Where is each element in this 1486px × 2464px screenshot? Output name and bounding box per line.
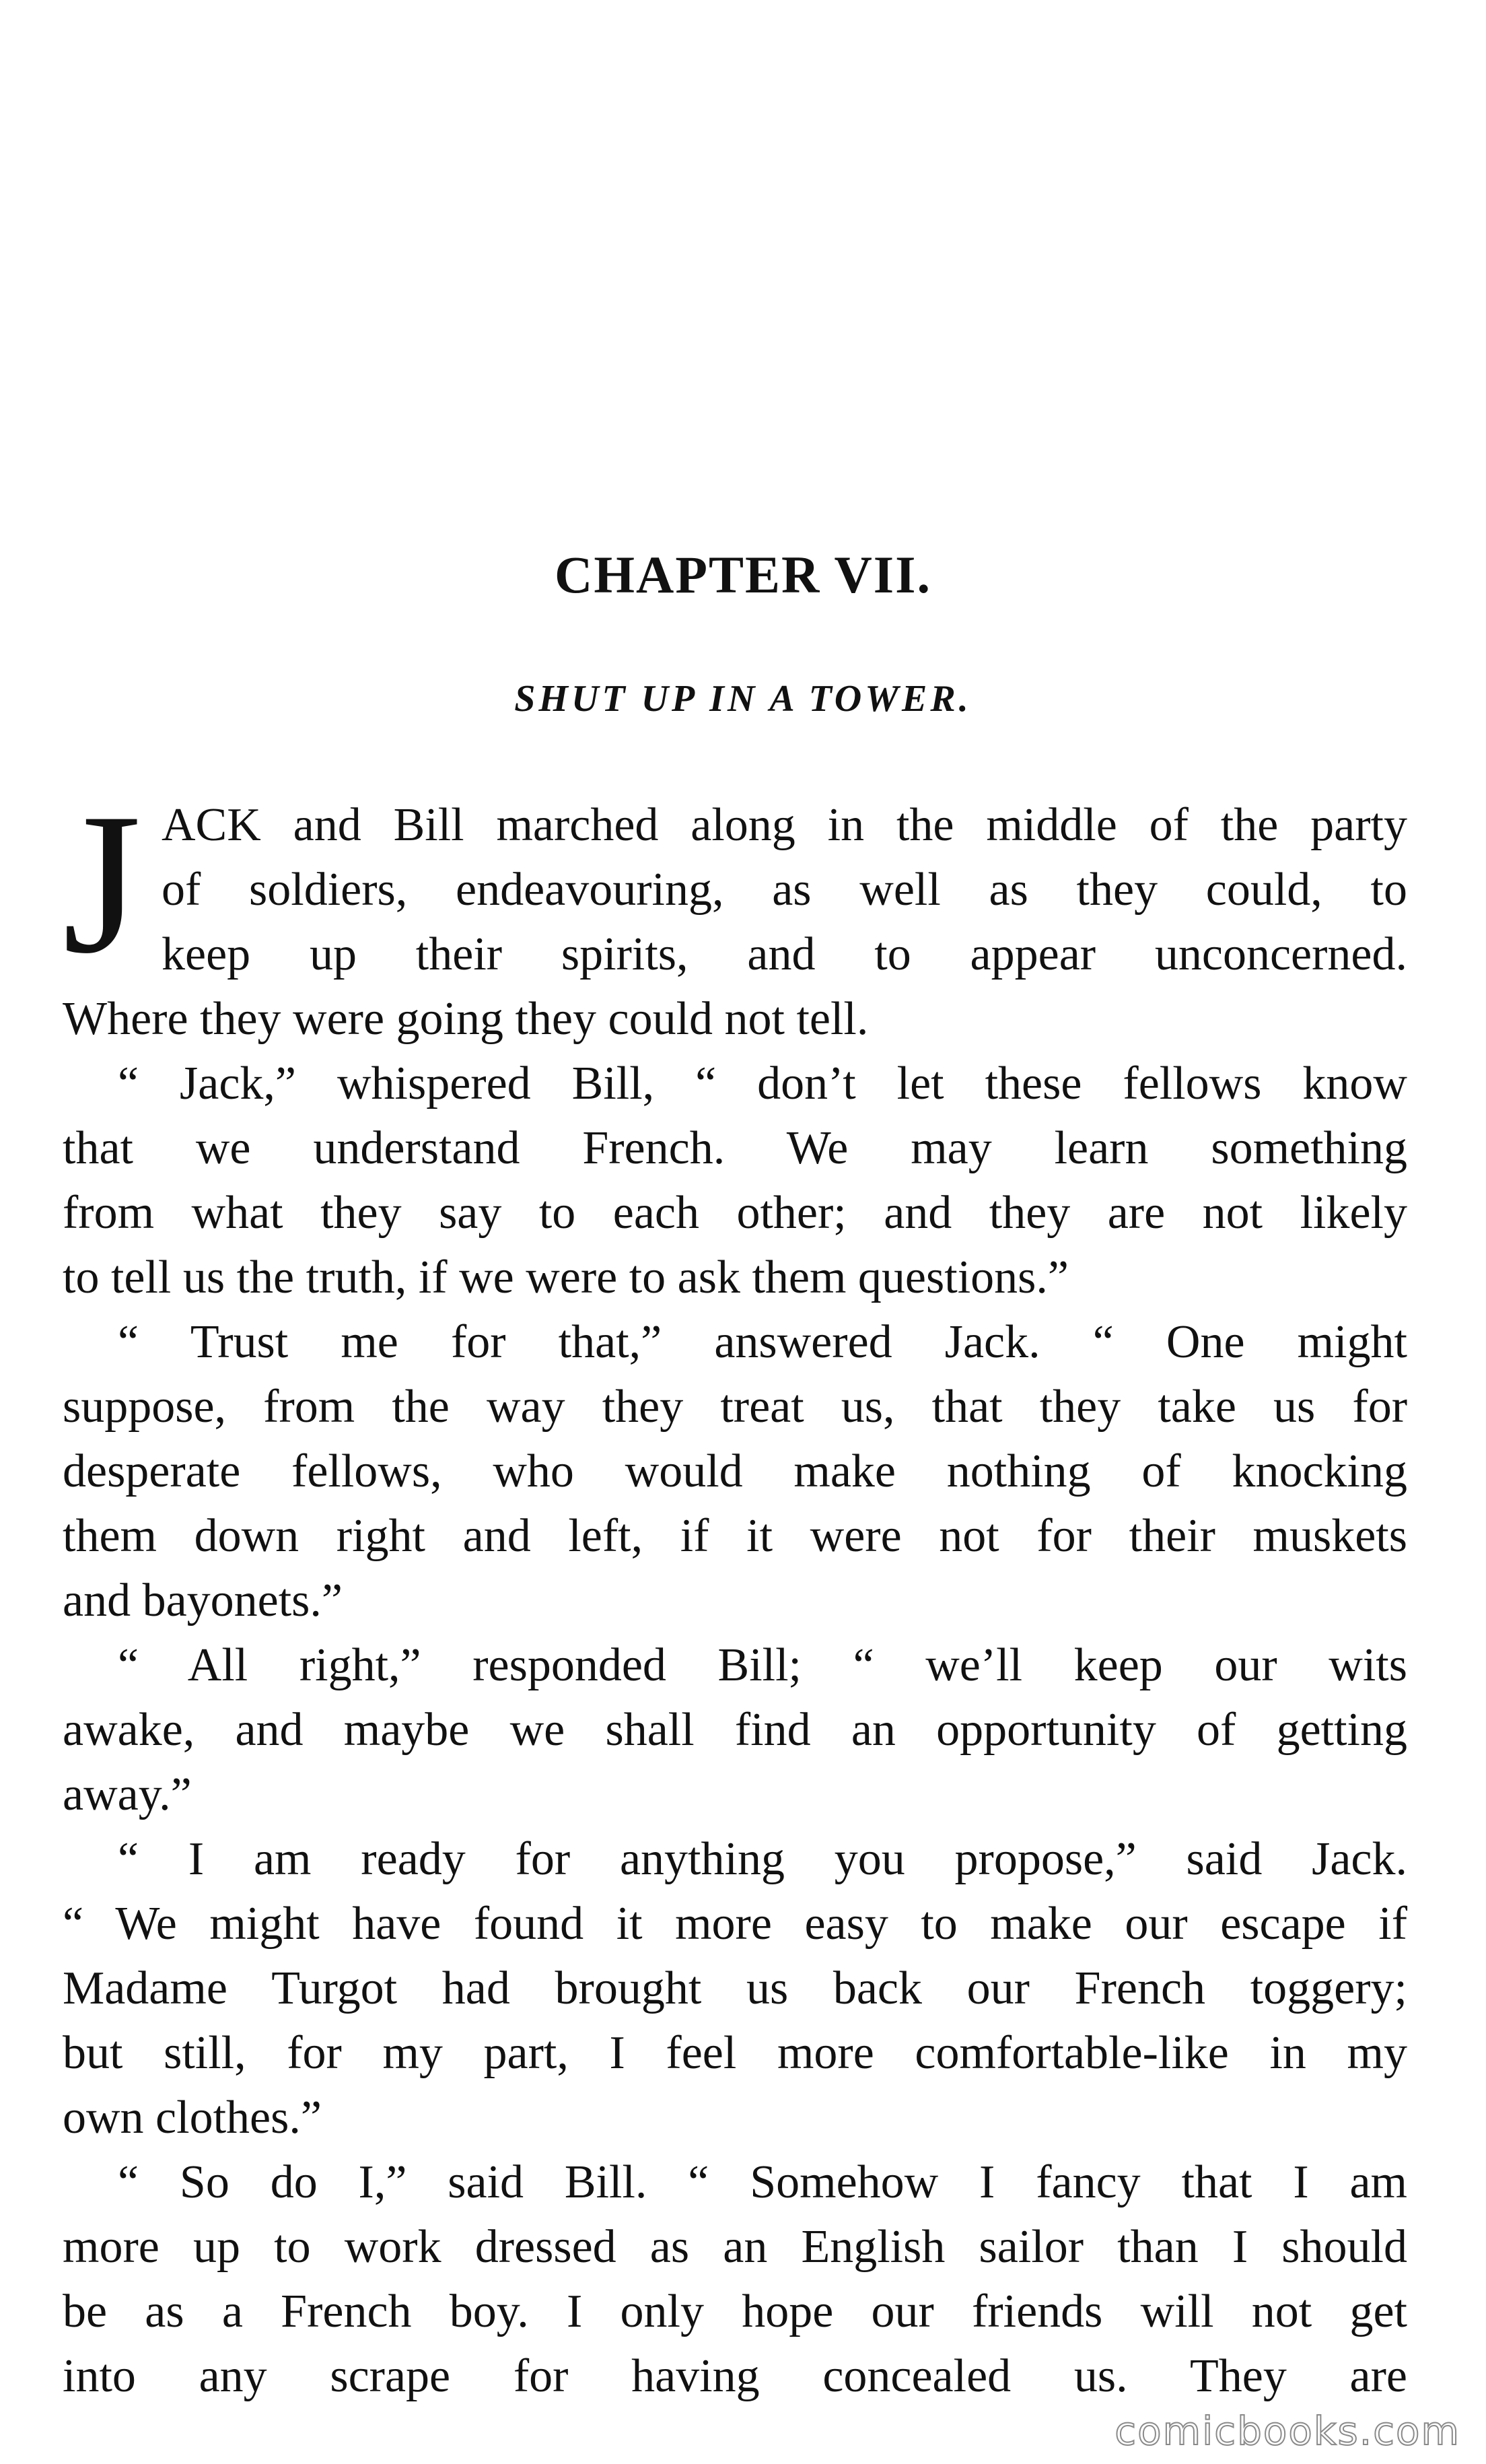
text-line: that we understand French. We may learn something <box>63 1122 1407 1174</box>
text-line: to tell us the truth, if we were to ask them questions.” <box>63 1252 1069 1303</box>
text-line: and bayonets.” <box>63 1575 343 1627</box>
text-line: “ We might have found it more easy to make our escape if <box>63 1898 1407 1950</box>
text-line: Where they were going they could not tell. <box>63 993 869 1045</box>
text-line: be as a French boy. I only hope our friends will not get <box>63 2286 1407 2337</box>
text-line: suppose, from the way they treat us, that they take us for <box>63 1381 1407 1433</box>
text-line: “ Trust me for that,” answered Jack. “ One might <box>118 1316 1407 1368</box>
text-line: keep up their spirits, and to appear unconcerned. <box>162 928 1407 980</box>
text-line: them down right and left, if it were not for their muskets <box>63 1510 1407 1562</box>
text-line: desperate fellows, who would make nothing of knocking <box>63 1445 1407 1497</box>
text-line: into any scrape for having concealed us. They are <box>63 2350 1407 2402</box>
text-line: ACK and Bill marched along in the middle of the party <box>162 799 1407 851</box>
text-line: of soldiers, endeavouring, as well as they could, to <box>162 864 1407 916</box>
text-line: awake, and maybe we shall find an opportunity of getting <box>63 1704 1407 1756</box>
text-line: “ I am ready for anything you propose,” said Jack. <box>118 1833 1407 1885</box>
text-line: own clothes.” <box>63 2092 322 2144</box>
chapter-title: CHAPTER VII. <box>555 545 931 604</box>
text-line: “ So do I,” said Bill. “ Somehow I fancy that I am <box>118 2156 1407 2208</box>
text-line: “ All right,” responded Bill; “ we’ll keep our wits <box>118 1639 1407 1691</box>
text-line: Madame Turgot had brought us back our French toggery; <box>63 1962 1407 2014</box>
text-line: but still, for my part, I feel more comfortable-like in my <box>63 2027 1407 2079</box>
watermark-logo: comicbooks.com <box>1114 2408 1460 2454</box>
text-line: from what they say to each other; and they are not likely <box>63 1187 1407 1239</box>
chapter-body <box>63 772 1407 2409</box>
chapter-subtitle: SHUT UP IN A TOWER. <box>514 678 972 720</box>
text-line: away.” <box>63 1769 192 1820</box>
drop-cap: J <box>63 772 141 995</box>
text-line: more up to work dressed as an English sailor than I should <box>63 2221 1407 2273</box>
text-line: “ Jack,” whispered Bill, “ don’t let these fellows know <box>118 1058 1407 1109</box>
